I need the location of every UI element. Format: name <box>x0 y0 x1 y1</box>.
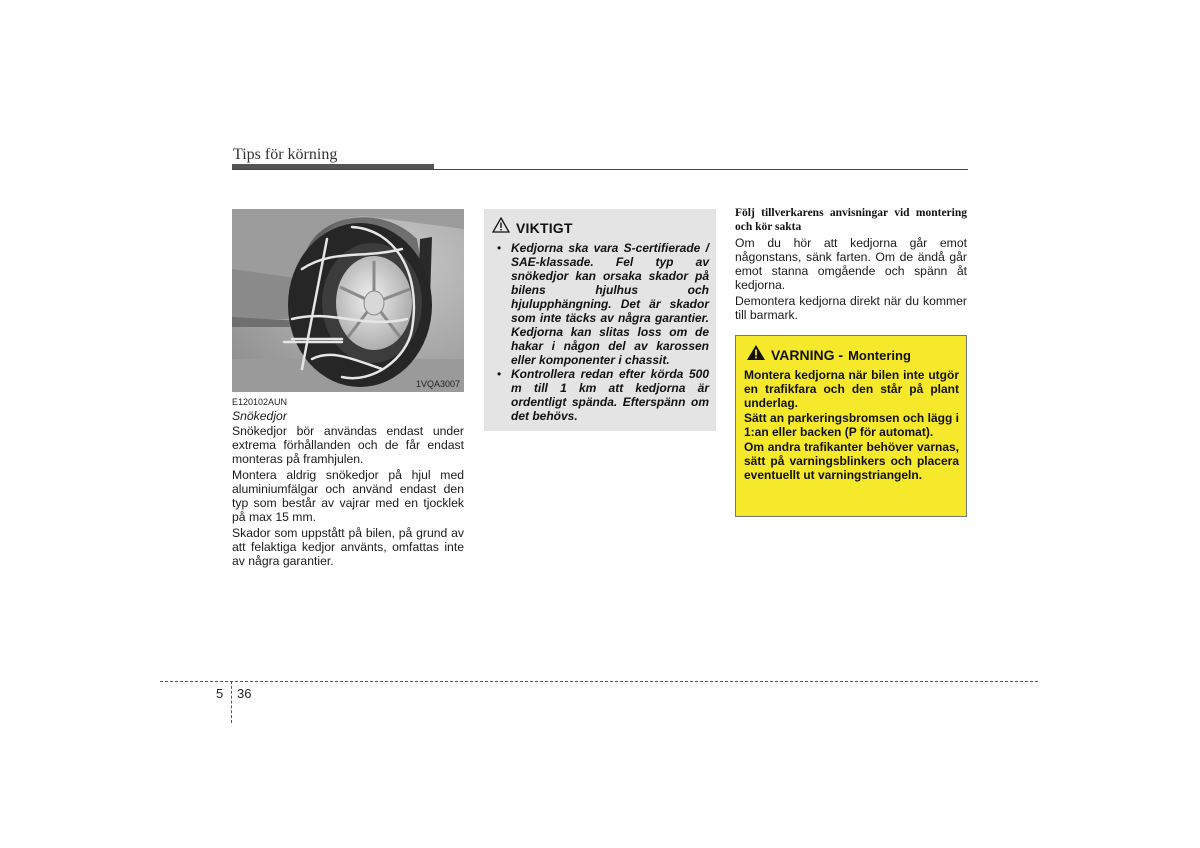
image-code: E120102AUN <box>232 397 288 407</box>
warning-title: VARNING - <box>771 347 844 363</box>
snow-chain-section <box>232 409 464 570</box>
notice-list <box>492 241 709 423</box>
footer-divider <box>231 681 232 723</box>
snow-chain-photo <box>232 209 464 392</box>
section-heading: Följ tillverkarens anvisningar vid montering och kör sakta <box>735 207 967 233</box>
paragraph: Om du hör att kedjorna går emot någonstans, sänk farten. Om de ändå går emot stanna omgående och spänn åt kedjorna. <box>735 236 967 292</box>
paragraph: Montera aldrig snökedjor på hjul med aluminiumfälgar och använd endast den typ som består av vajrar med en tjocklek på max 15 mm. <box>232 468 464 524</box>
warning-paragraph: Sätt an parkeringsbromsen och lägg i 1:an eller backen (P för automat). <box>744 411 959 439</box>
warning-paragraph: Montera kedjorna när bilen inte utgör en trafikfara och den står på plant underlag. <box>744 368 959 410</box>
mounting-section <box>735 236 967 324</box>
chapter-number: 5 <box>216 686 224 701</box>
paragraph: Skador som uppstått på bilen, på grund av att felaktiga kedjor använts, omfattas inte av några garantier. <box>232 526 464 568</box>
page-header-title: Tips för körning <box>233 146 338 163</box>
paragraph: Demontera kedjorna direkt när du kommer till barmark. <box>735 294 967 322</box>
page-number: 36 <box>237 686 252 701</box>
warning-subtitle: Montering <box>848 347 911 363</box>
warning-paragraph: Om andra trafikanter behöver varnas, sätt på varningsblinkers och placera eventuellt ut varningstriangeln. <box>744 440 959 482</box>
footer-rule <box>160 681 1038 682</box>
photo-code: 1VQA3007 <box>415 379 460 389</box>
section-subheading: Snökedjor <box>232 409 287 423</box>
header-rule <box>232 169 968 170</box>
list-item: • Kedjorna ska vara S-certifierade / SAE-klassade. Fel typ av snökedjor kan orsaka skador på bilens hjulhus och hjulupphängning. Det är skador som inte täcks av några garantier. Kedjorna kan slitas loss om de hakar i någon del av karossen eller komponenter i chassit. <box>497 241 709 367</box>
notice-title: VIKTIGT <box>516 219 573 236</box>
list-item: • Kontrollera redan efter körda 500 m till 1 km att kedjorna är ordentligt spända. Efterspänn om det behövs. <box>497 367 709 423</box>
warning-box <box>735 335 967 517</box>
warning-triangle-icon <box>746 344 766 366</box>
warning-triangle-icon <box>492 217 510 238</box>
paragraph: Snökedjor bör användas endast under extrema förhållanden och de får endast monteras på framhjulen. <box>232 424 464 466</box>
important-notice-box <box>484 209 716 431</box>
